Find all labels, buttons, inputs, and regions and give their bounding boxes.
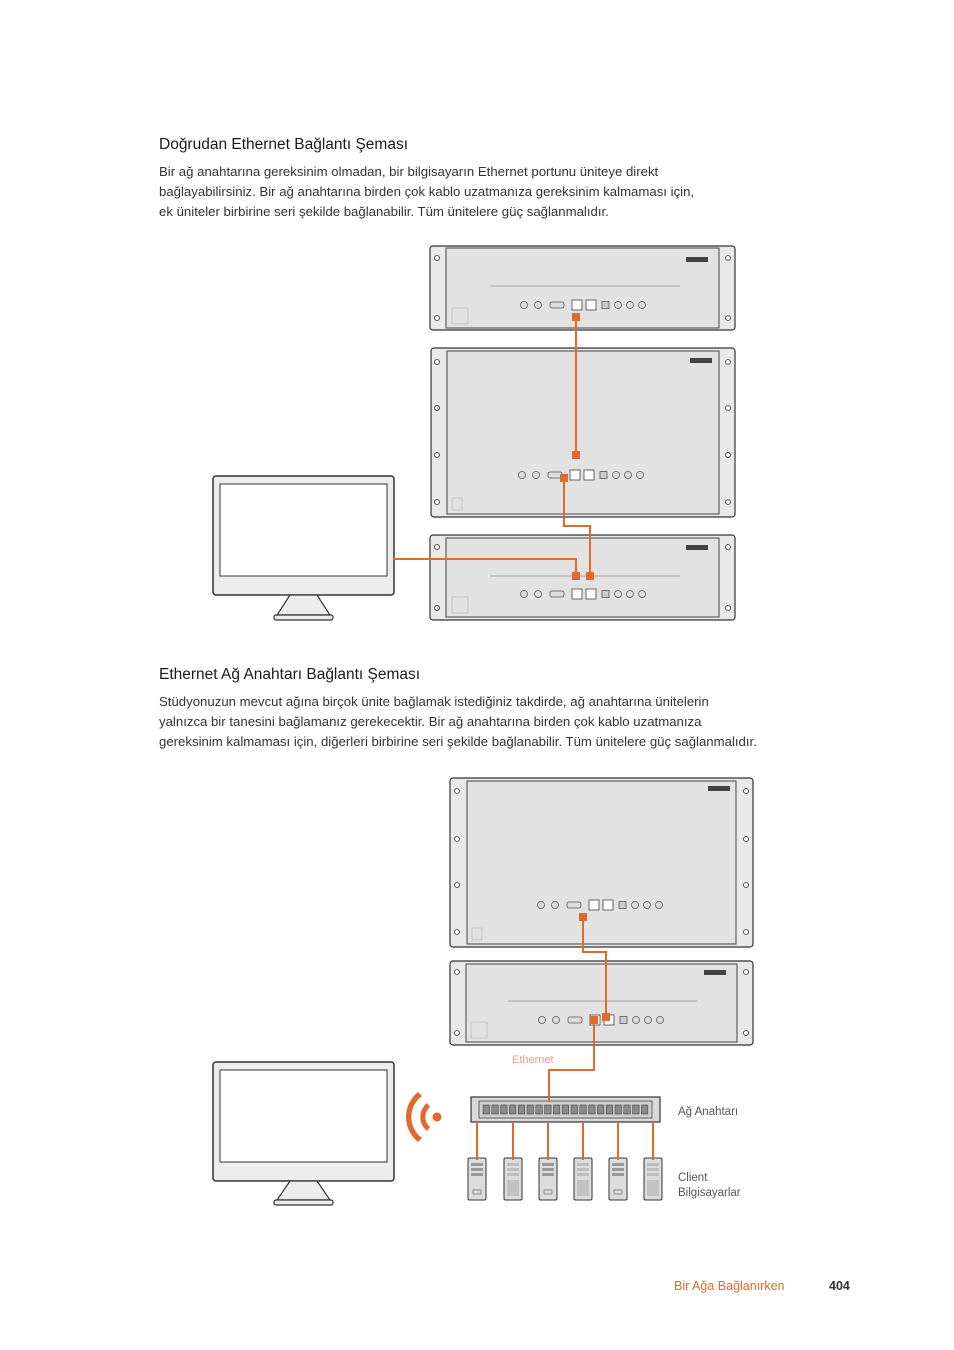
client-computer-icon <box>539 1158 557 1200</box>
wifi-icon <box>406 1092 442 1142</box>
clients-label-line2: Bilgisayarlar <box>678 1187 741 1199</box>
switch-port <box>501 1105 508 1114</box>
section-2-title: Ethernet Ağ Anahtarı Bağlantı Şeması <box>159 666 421 683</box>
rack-unit-top <box>430 246 735 330</box>
client-computers <box>468 1158 662 1200</box>
rack-unit-3u <box>450 778 753 947</box>
section-2-line: Stüdyonuzun mevcut ağına birçok ünite bağlamak istediğiniz takdirde, ağ anahtarına ünitelerin <box>159 694 709 709</box>
switch-port <box>509 1105 516 1114</box>
switch-port <box>633 1105 640 1114</box>
switch-port <box>518 1105 525 1114</box>
footer-page-number: 404 <box>829 1279 850 1293</box>
switch-port <box>536 1105 543 1114</box>
client-computer-icon <box>644 1158 662 1200</box>
ethernet-label: Ethernet <box>512 1054 554 1066</box>
footer-section-name: Bir Ağa Bağlanırken <box>674 1279 785 1293</box>
switch-port <box>527 1105 534 1114</box>
section-2-line: gereksinim kalmaması için, diğerleri birbirine seri şekilde bağlanabilir. Tüm ünitelere güç sağlanmalıdır. <box>159 734 757 749</box>
client-computer-icon <box>468 1158 486 1200</box>
switch-port <box>553 1105 560 1114</box>
rack-unit-bottom <box>430 535 735 620</box>
switch-port <box>571 1105 578 1114</box>
client-computer-icon <box>504 1158 522 1200</box>
section-1-line: bağlayabilirsiniz. Bir ağ anahtarına birden çok kablo uzatmanıza gereksinim kalmaması için, <box>159 184 695 199</box>
section-1-line: ek üniteler birbirine seri şekilde bağlanabilir. Tüm ünitelere güç sağlanmalıdır. <box>159 204 609 219</box>
rack-unit-2u <box>450 961 753 1045</box>
computer-monitor-wireless <box>213 1062 394 1205</box>
switch-label: Ağ Anahtarı <box>678 1106 739 1118</box>
switch-port <box>580 1105 587 1114</box>
switch-port <box>606 1105 613 1114</box>
switch-port <box>624 1105 631 1114</box>
client-computer-icon <box>574 1158 592 1200</box>
client-computer-icon <box>609 1158 627 1200</box>
switch-port <box>492 1105 499 1114</box>
section-2-line: yalnızca bir tanesini bağlamanız gerekecektir. Bir ağ anahtarına birden çok kablo uzatmanıza <box>159 714 702 729</box>
switch-port <box>641 1105 648 1114</box>
switch-port <box>589 1105 596 1114</box>
switch-port <box>597 1105 604 1114</box>
section-1-line: Bir ağ anahtarına gereksinim olmadan, bir bilgisayarın Ethernet portunu üniteye direkt <box>159 164 659 179</box>
section-1-title: Doğrudan Ethernet Bağlantı Şeması <box>159 136 409 153</box>
clients-label-line1: Client <box>678 1172 708 1184</box>
switch-port <box>545 1105 552 1114</box>
switch-port <box>483 1105 490 1114</box>
rack-unit-middle <box>431 348 735 517</box>
switch-port <box>562 1105 569 1114</box>
computer-monitor <box>213 476 394 620</box>
switch-port <box>615 1105 622 1114</box>
